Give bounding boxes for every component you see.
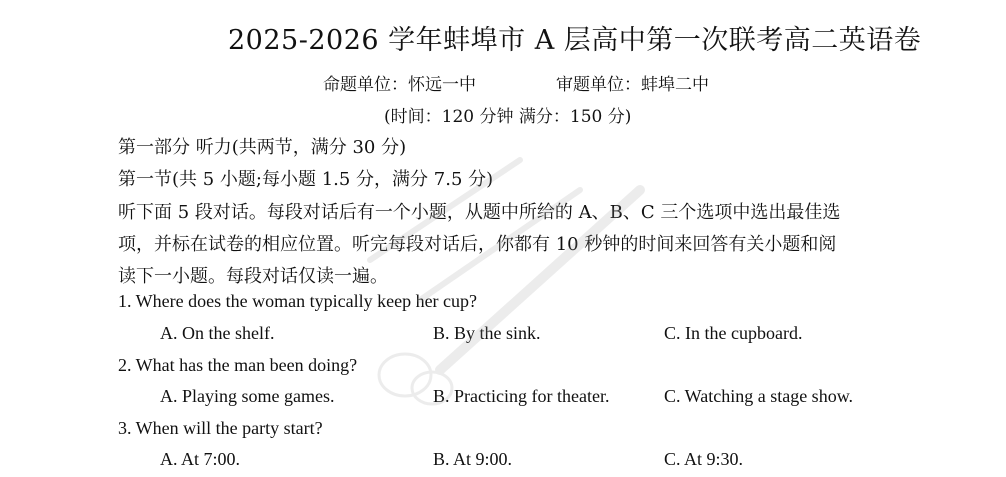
question-text: 3. When will the party start? [118,418,323,438]
instruction-line: 读下一小题。每段对话仅读一遍。 [118,266,388,287]
option-b: B. Practicing for theater. [433,386,610,406]
option-b: B. At 9:00. [433,449,513,469]
question-text: 1. Where does the woman typically keep her cup? [118,291,478,311]
option-c: C. In the cupboard. [664,323,803,343]
option-a: A. On the shelf. [160,323,275,343]
page-title: 2025-2026 学年蚌埠市 A 层高中第一次联考高二英语卷 [228,25,922,56]
option-a: A. At 7:00. [160,449,241,469]
option-b: B. By the sink. [433,323,541,343]
proposer-label: 命题单位：怀远一中 [323,75,476,95]
instruction-line: 听下面 5 段对话。每段对话后有一个小题，从题中所给的 A、B、C 三个选项中选出最佳选 [118,202,841,223]
section-heading: 第一节(共 5 小题;每小题 1.5 分，满分 7.5 分) [118,169,494,190]
reviewer-label: 审题单位：蚌埠二中 [556,75,709,95]
time-score-label: (时间：120 分钟 满分：150 分) [384,107,632,127]
part-heading: 第一部分 听力(共两节，满分 30 分) [118,137,407,158]
instruction-line: 项，并标在试卷的相应位置。听完每段对话后，你都有 10 秒钟的时间来回答有关小题和阅 [118,234,837,255]
option-a: A. Playing some games. [160,386,335,406]
question-text: 2. What has the man been doing? [118,355,358,375]
option-c: C. Watching a stage show. [664,386,854,406]
option-c: C. At 9:30. [664,449,744,469]
